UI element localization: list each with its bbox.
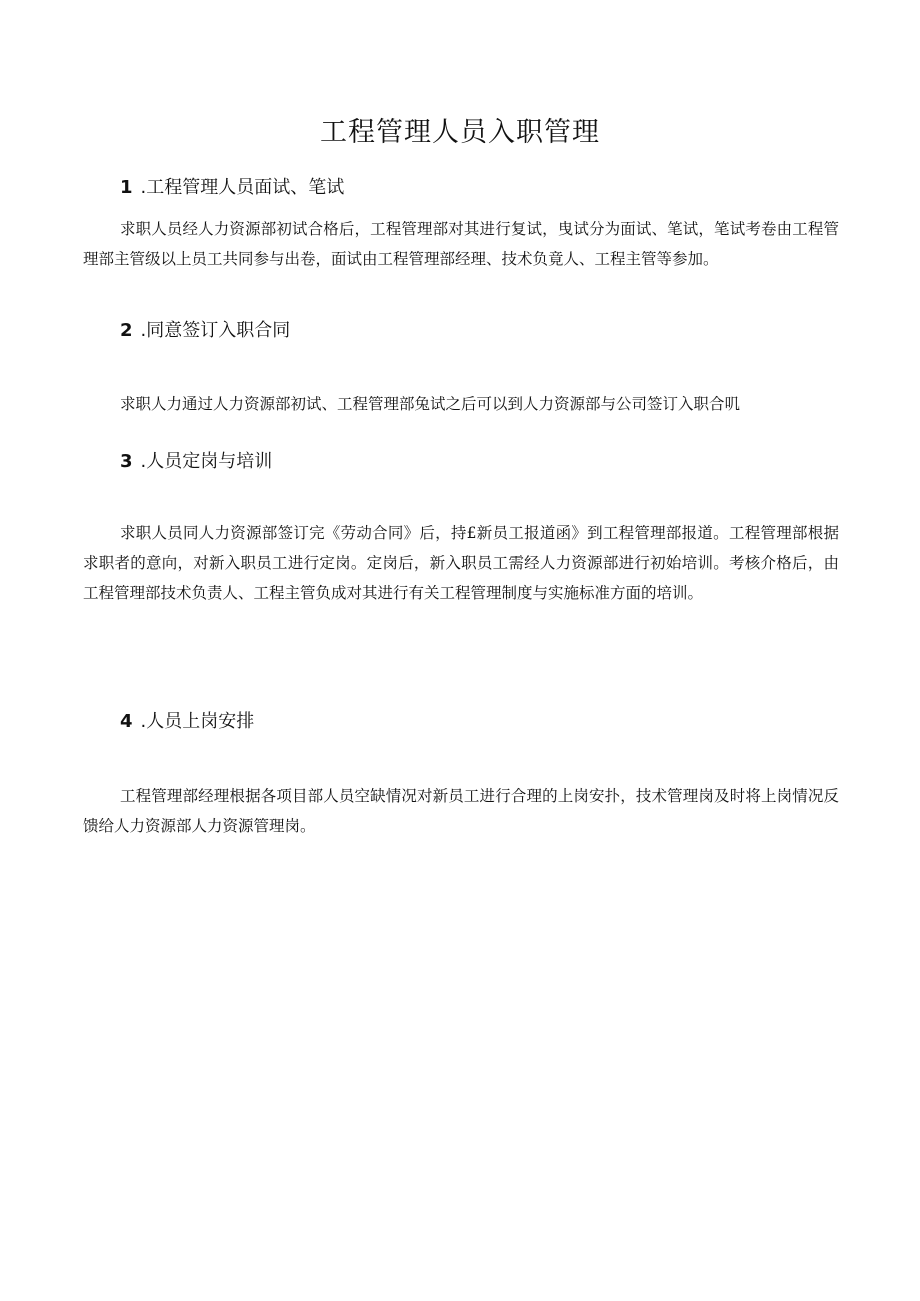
section-2-number: 2: [120, 320, 133, 341]
section-1-number: 1: [120, 177, 133, 198]
section-4-body: 工程管理部经理根据各项目部人员空缺情况对新员工进行合理的上岗安扑，技术管理岗及时将上岗情况反馈给人力资源部人力资源管理岗。: [83, 787, 839, 835]
section-1-body: 求职人员经人力资源部初试合格后，工程管理部对其进行复试，曳试分为面试、笔试，笔试考卷由工程管理部主管级以上员工共同参与出卷，面试由工程管理部经理、技术负竟人、工程主管等参加。: [83, 220, 839, 268]
section-4-number: 4: [120, 711, 133, 732]
section-3-heading: [120, 449, 272, 475]
section-4-heading: [120, 709, 254, 735]
section-3-title: .人员定岗与培训: [140, 451, 273, 472]
section-2-heading: [120, 318, 290, 344]
section-2-title: .同意签订入职合同: [140, 320, 291, 341]
section-4-title: .人员上岗安排: [140, 711, 255, 732]
section-3-number: 3: [120, 451, 133, 472]
section-1-heading: [120, 175, 344, 201]
section-3-body: 求职人员同人力资源部签订完《劳动合同》后，持£新员工报道函》到工程管理部报道。工程管理部根据求职者的意向，对新入职员工进行定岗。定岗后，新入职员工需经人力资源部进行初始培训。考核介格后，由工程管理部技术负责人、工程主管负成对其进行有关工程管理制度与实施标准方面的培训。: [83, 524, 839, 602]
document-title: 工程管理人员入职管理: [320, 117, 600, 148]
section-2-body: 求职人力通过人力资源部初试、工程管理部兔试之后可以到人力资源部与公司签订入职合叽: [120, 395, 741, 413]
section-1-title: .工程管理人员面试、笔试: [140, 177, 345, 198]
